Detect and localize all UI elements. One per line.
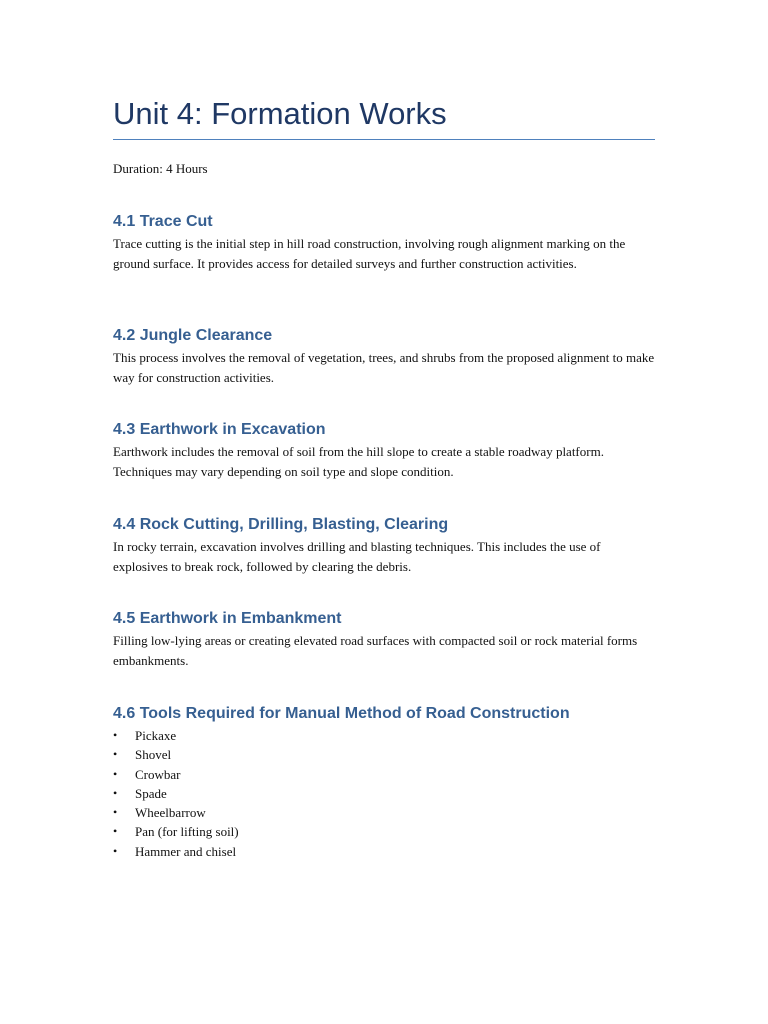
bullet-icon: •	[113, 747, 118, 762]
list-item	[113, 803, 655, 822]
list-item	[113, 745, 655, 764]
list-item-label: Pickaxe	[135, 728, 177, 743]
section-heading: 4.2 Jungle Clearance	[113, 327, 273, 344]
section-body: Filling low-lying areas or creating elevated road surfaces with compacted soil or rock material forms embankments.	[113, 633, 638, 668]
section-trace-cut	[113, 211, 655, 273]
section-body: In rocky terrain, excavation involves drilling and blasting techniques. This includes the use of explosives to break rock, followed by clearing the debris.	[113, 539, 601, 574]
bullet-icon: •	[113, 728, 118, 742]
list-item	[113, 822, 655, 841]
bullet-icon: •	[113, 766, 118, 781]
section-heading: 4.3 Earthwork in Excavation	[113, 421, 326, 438]
list-item-label: Wheelbarrow	[135, 805, 206, 821]
bullet-icon: •	[113, 805, 118, 820]
list-item	[113, 784, 655, 803]
list-item-label: Crowbar	[135, 766, 181, 782]
list-item	[113, 765, 655, 784]
bullet-icon: •	[113, 824, 118, 839]
bullet-icon: •	[113, 785, 118, 800]
section-heading: 4.6 Tools Required for Manual Method of Road Construction	[113, 705, 570, 722]
title-underline	[113, 139, 655, 140]
bullet-icon: •	[113, 843, 118, 858]
section-body: This process involves the removal of vegetation, trees, and shrubs from the proposed alignment to make way for construction activities.	[113, 350, 655, 385]
section-heading: 4.5 Earthwork in Embankment	[113, 610, 342, 627]
section-body: Trace cutting is the initial step in hill road construction, involving rough alignment marking on the ground surface. It provides access for detailed surveys and further construction activities.	[113, 236, 626, 271]
list-item-label: Shovel	[135, 747, 172, 763]
list-item	[113, 726, 655, 745]
list-item-label: Hammer and chisel	[135, 843, 237, 859]
section-earthwork-excavation	[113, 419, 655, 481]
list-item	[113, 842, 655, 861]
section-heading: 4.1 Trace Cut	[113, 213, 213, 230]
section-jungle-clearance	[113, 325, 655, 387]
section-body: Earthwork includes the removal of soil from the hill slope to create a stable roadway platform. Techniques may vary depending on soil type and slope condition.	[113, 444, 604, 479]
section-heading: 4.4 Rock Cutting, Drilling, Blasting, Clearing	[113, 516, 449, 533]
list-item-label: Pan (for lifting soil)	[135, 824, 239, 840]
duration-text: Duration: 4 Hours	[113, 161, 208, 176]
section-tools-required	[113, 703, 655, 861]
section-rock-cutting	[113, 514, 655, 576]
section-earthwork-embankment	[113, 608, 655, 670]
document-title: Unit 4: Formation Works	[113, 96, 447, 131]
tools-list	[113, 726, 655, 861]
list-item-label: Spade	[135, 785, 167, 801]
